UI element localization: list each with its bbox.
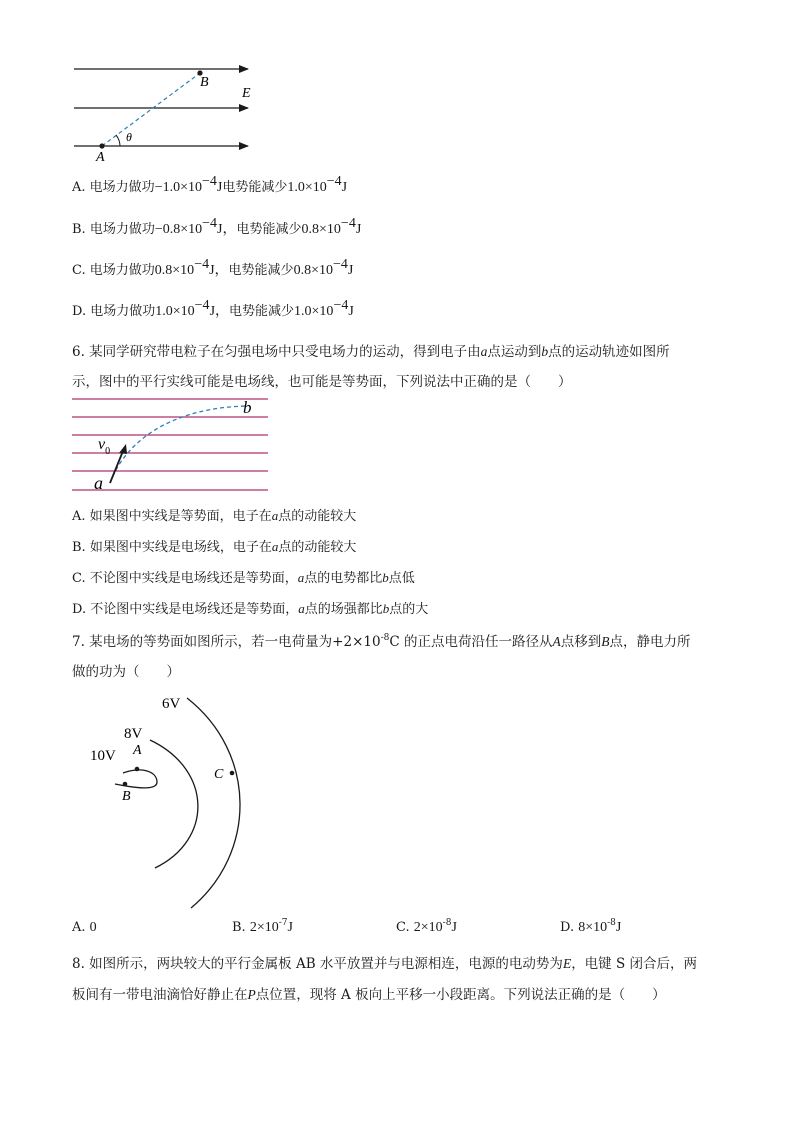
velocity-arrowhead bbox=[119, 444, 127, 454]
label-b: b bbox=[243, 398, 252, 417]
label-b: B bbox=[200, 75, 209, 90]
label-e: E bbox=[242, 86, 251, 101]
q8-stem-line2: 板间有一带电油滴恰好静止在P点位置，现将 A 板向上平移一小段距离。下列说法正确的是（ ） bbox=[72, 987, 666, 1003]
label-8v: 8V bbox=[124, 726, 143, 742]
q7-stem-line2: 做的功为（ ） bbox=[72, 664, 180, 680]
q6-option-d[interactable]: D. 不论图中实线是电场线还是等势面，a点的场强都比b点的大 bbox=[72, 601, 429, 617]
q6-option-a[interactable]: A. 如果图中实线是等势面，电子在a点的动能较大 bbox=[72, 508, 357, 524]
path-ab bbox=[102, 73, 200, 146]
equipotential-figure bbox=[85, 688, 255, 913]
label-10v: 10V bbox=[90, 748, 116, 764]
label-a: A bbox=[96, 150, 105, 165]
q5-option-d[interactable]: D. 电场力做功$1.0\times 10^{-4}J$，电势能减少$1.0\times 10^{-4}J$ bbox=[72, 298, 354, 319]
q7-option-c[interactable]: C. $2\times 10^{-8}J$ bbox=[396, 918, 457, 935]
point-c bbox=[230, 771, 235, 776]
angle-arc bbox=[116, 135, 120, 146]
label-theta: θ bbox=[126, 130, 132, 144]
label-a: A bbox=[133, 743, 142, 758]
label-v0: $v_0$ bbox=[98, 436, 111, 457]
field-lines-figure bbox=[60, 55, 280, 170]
equipotential-8v bbox=[150, 740, 198, 868]
trajectory-figure bbox=[70, 395, 275, 495]
label-6v: 6V bbox=[162, 696, 181, 712]
point-a bbox=[135, 767, 140, 772]
point-a bbox=[99, 143, 104, 148]
q5-option-a[interactable]: A. 电场力做功$-1.0\times 10^{-4}J$电势能减少$1.0\times 10^{-4}J$ bbox=[72, 174, 348, 195]
q5-option-b[interactable]: B. 电场力做功$-0.8\times 10^{-4}J$，电势能减少$0.8\times 10^{-4}J$ bbox=[72, 216, 362, 237]
equipotential-6v bbox=[187, 698, 240, 908]
equipotential-10v bbox=[115, 770, 157, 788]
q7-option-d[interactable]: D. $8\times 10^{-8}J$ bbox=[560, 918, 622, 935]
q6-option-c[interactable]: C. 不论图中实线是电场线还是等势面，a点的电势都比b点低 bbox=[72, 570, 415, 586]
q7-option-a[interactable]: A. 0 bbox=[72, 920, 97, 935]
label-a: a bbox=[94, 473, 103, 493]
velocity-arrow bbox=[110, 451, 123, 483]
label-c: C bbox=[214, 767, 224, 782]
q7-option-b[interactable]: B. $2\times 10^{-7}J$ bbox=[232, 918, 293, 935]
q6-stem-line2: 示，图中的平行实线可能是电场线，也可能是等势面，下列说法中正确的是（ ） bbox=[72, 374, 572, 390]
label-b: B bbox=[122, 789, 131, 804]
q5-option-c[interactable]: C. 电场力做功$0.8\times 10^{-4}J$，电势能减少$0.8\times 10^{-4}J$ bbox=[72, 257, 354, 278]
q7-stem-line1: 7. 某电场的等势面如图所示，若一电荷量为$+2\times 10^{-8}C$ 的正点电荷沿任一路径从A点移到B点，静电力所 bbox=[72, 633, 691, 650]
point-b bbox=[123, 782, 128, 787]
q6-stem-line1: 6. 某同学研究带电粒子在匀强电场中只受电场力的运动，得到电子由a点运动到b点的运动轨迹如图所 bbox=[72, 344, 670, 360]
q6-option-b[interactable]: B. 如果图中实线是电场线，电子在a点的动能较大 bbox=[72, 539, 357, 555]
q8-stem-line1: 8. 如图所示，两块较大的平行金属板 AB 水平放置并与电源相连，电源的电动势为E，电键 S 闭合后，两 bbox=[72, 956, 698, 972]
